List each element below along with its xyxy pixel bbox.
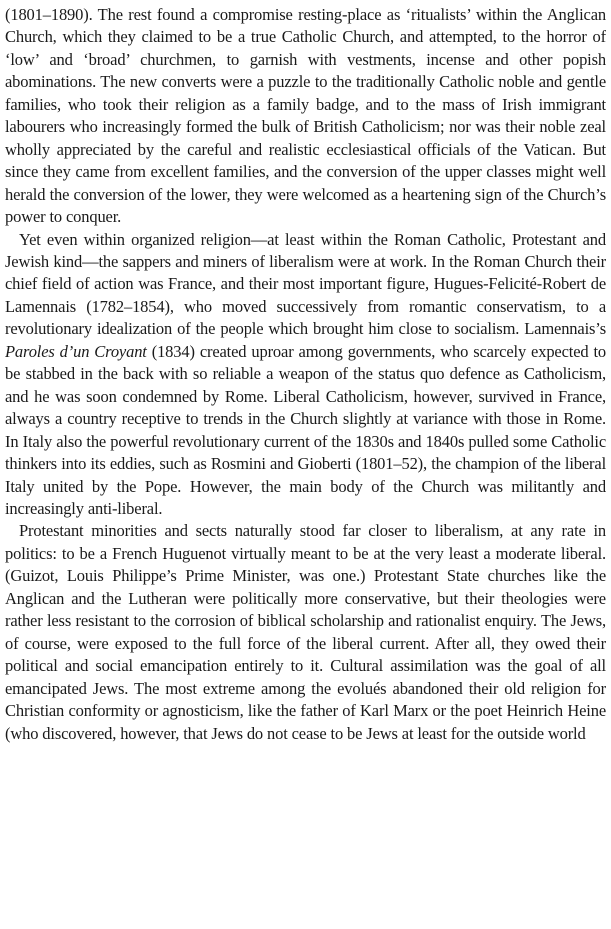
paragraph-2-text-a: Yet even within organized religion—at least within the Roman Catholic, Protestant and Jewish kind—the sappers and miners of liberalism were at work. In the Roman Church their chief field of action was France, and their most important figure, Hugues-Felicité-Robert de Lamennais (1782–1854), who moved successively from romantic conservatism, to a revolutionary idealization of the people which brought him close to socialism. Lamennais’s — [5, 229, 606, 339]
paragraph-1-text: (1801–1890). The rest found a compromise resting-place as ‘ritualists’ within the Anglican Church, which they claimed to be a true Catholic Church, and attempted, to the horror of ‘low’ and ‘broad’ churchmen, to garnish with vestments, incense and other popish abominations. The new converts were a puzzle to the traditionally Catholic noble and gentle families, who took their religion as a family badge, and to the mass of Irish immigrant labourers who increasingly formed the bulk of British Catholicism; nor was their noble zeal wholly appreciated by the careful and realistic ecclesiastical officials of the Vatican. But since they came from excellent families, and the conversion of the upper classes might well herald the conversion of the lower, they were welcomed as a heartening sign of the Church’s power to conquer. — [5, 5, 606, 227]
paragraph-2-text-b: (1834) created uproar among governments, who scarcely expected to be stabbed in the back with so reliable a weapon of the status quo defence as Catholicism, and he was soon condemned by Rome. Liberal Catholicism, however, survived in France, always a country receptive to trends in the Church slightly at variance with those in Rome. In Italy also the powerful revolutionary current of the 1830s and 1840s pulled some Catholic thinkers into its eddies, such as Rosmini and Gioberti (1801–52), the champion of the liberal Italy united by the Pope. However, the main body of the Church was militantly and increasingly anti-liberal. — [5, 341, 606, 518]
paragraph-1 — [5, 4, 606, 229]
paragraph-3 — [5, 520, 606, 745]
paragraph-2 — [5, 229, 606, 521]
paragraph-3-text: Protestant minorities and sects naturally stood far closer to liberalism, at any rate in politics: to be a French Huguenot virtually meant to be at the very least a moderate liberal. (Guizot, Louis Philippe’s Prime Minister, was one.) Protestant State churches like the Anglican and the Lutheran were politically more conservative, but their theologies were rather less resistant to the corrosion of biblical scholarship and rationalist enquiry. The Jews, of course, were exposed to the full force of the liberal current. After all, they owed their political and social emancipation entirely to it. Cultural assimilation was the goal of all emancipated Jews. The most extreme among the evolués abandoned their old religion for Christian conformity or agnosticism, like the father of Karl Marx or the poet Heinrich Heine (who discovered, however, that Jews do not cease to be Jews at least for the outside world — [5, 521, 606, 743]
book-title-paroles: Paroles d’un Croyant — [5, 341, 147, 361]
book-page — [5, 4, 606, 925]
